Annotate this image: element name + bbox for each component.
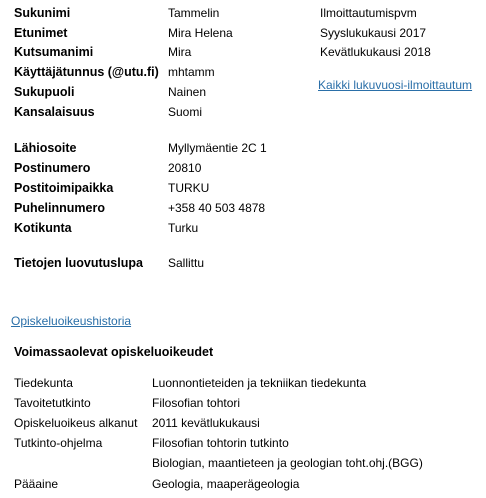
gender-label: Sukupuoli: [14, 85, 75, 99]
surname-label: Sukunimi: [14, 6, 71, 20]
post-office-value: TURKU: [168, 181, 210, 195]
registration-item: Kevätlukukausi 2018: [320, 45, 431, 59]
post-office-label: Postitoimipaikka: [14, 181, 114, 195]
first-names-value: Mira Helena: [168, 26, 233, 40]
major-label: Pääaine: [14, 477, 59, 491]
right-start-value: 2011 kevätlukukausi: [152, 416, 260, 430]
nickname-label: Kutsumanimi: [14, 45, 94, 59]
username-value: mhtamm: [168, 65, 215, 79]
right-start-label: Opiskeluoikeus alkanut: [14, 416, 138, 430]
postal-code-value: 20810: [168, 161, 202, 175]
registration-title: Ilmoittautumispvm: [320, 6, 417, 20]
degree-programme-value: Filosofian tohtorin tutkinto: [152, 436, 289, 450]
gender-value: Nainen: [168, 85, 207, 99]
study-rights-title: Voimassaolevat opiskeluoikeudet: [14, 345, 214, 359]
nickname-value: Mira: [168, 45, 192, 59]
degree-programme-label: Tutkinto-ohjelma: [14, 436, 103, 450]
street-address-label: Lähiosoite: [14, 141, 77, 155]
faculty-label: Tiedekunta: [14, 376, 73, 390]
nationality-value: Suomi: [168, 105, 203, 119]
phone-label: Puhelinnumero: [14, 201, 105, 215]
target-degree-label: Tavoitetutkinto: [14, 396, 91, 410]
phone-value: +358 40 503 4878: [168, 201, 266, 215]
postal-code-label: Postinumero: [14, 161, 91, 175]
faculty-value: Luonnontieteiden ja tekniikan tiedekunta: [152, 376, 367, 390]
username-label: Käyttäjätunnus (@utu.fi): [14, 65, 159, 79]
street-address-value: Myllymäentie 2C 1: [168, 141, 267, 155]
degree-programme-detail: Biologian, maantieteen ja geologian toht.ohj.(BGG): [152, 456, 423, 470]
disclosure-label: Tietojen luovutuslupa: [14, 256, 143, 270]
disclosure-value: Sallittu: [168, 256, 205, 270]
major-value: Geologia, maaperägeologia: [152, 477, 300, 491]
study-rights-history-link[interactable]: Opiskeluoikeushistoria: [11, 314, 132, 328]
target-degree-value: Filosofian tohtori: [152, 396, 241, 410]
all-registrations-link[interactable]: Kaikki lukuvuosi-ilmoittautum: [318, 78, 473, 92]
municipality-label: Kotikunta: [14, 221, 72, 235]
surname-value: Tammelin: [168, 6, 220, 20]
registration-item: Syyslukukausi 2017: [320, 26, 427, 40]
first-names-label: Etunimet: [14, 26, 68, 40]
municipality-value: Turku: [168, 221, 199, 235]
nationality-label: Kansalaisuus: [14, 105, 95, 119]
